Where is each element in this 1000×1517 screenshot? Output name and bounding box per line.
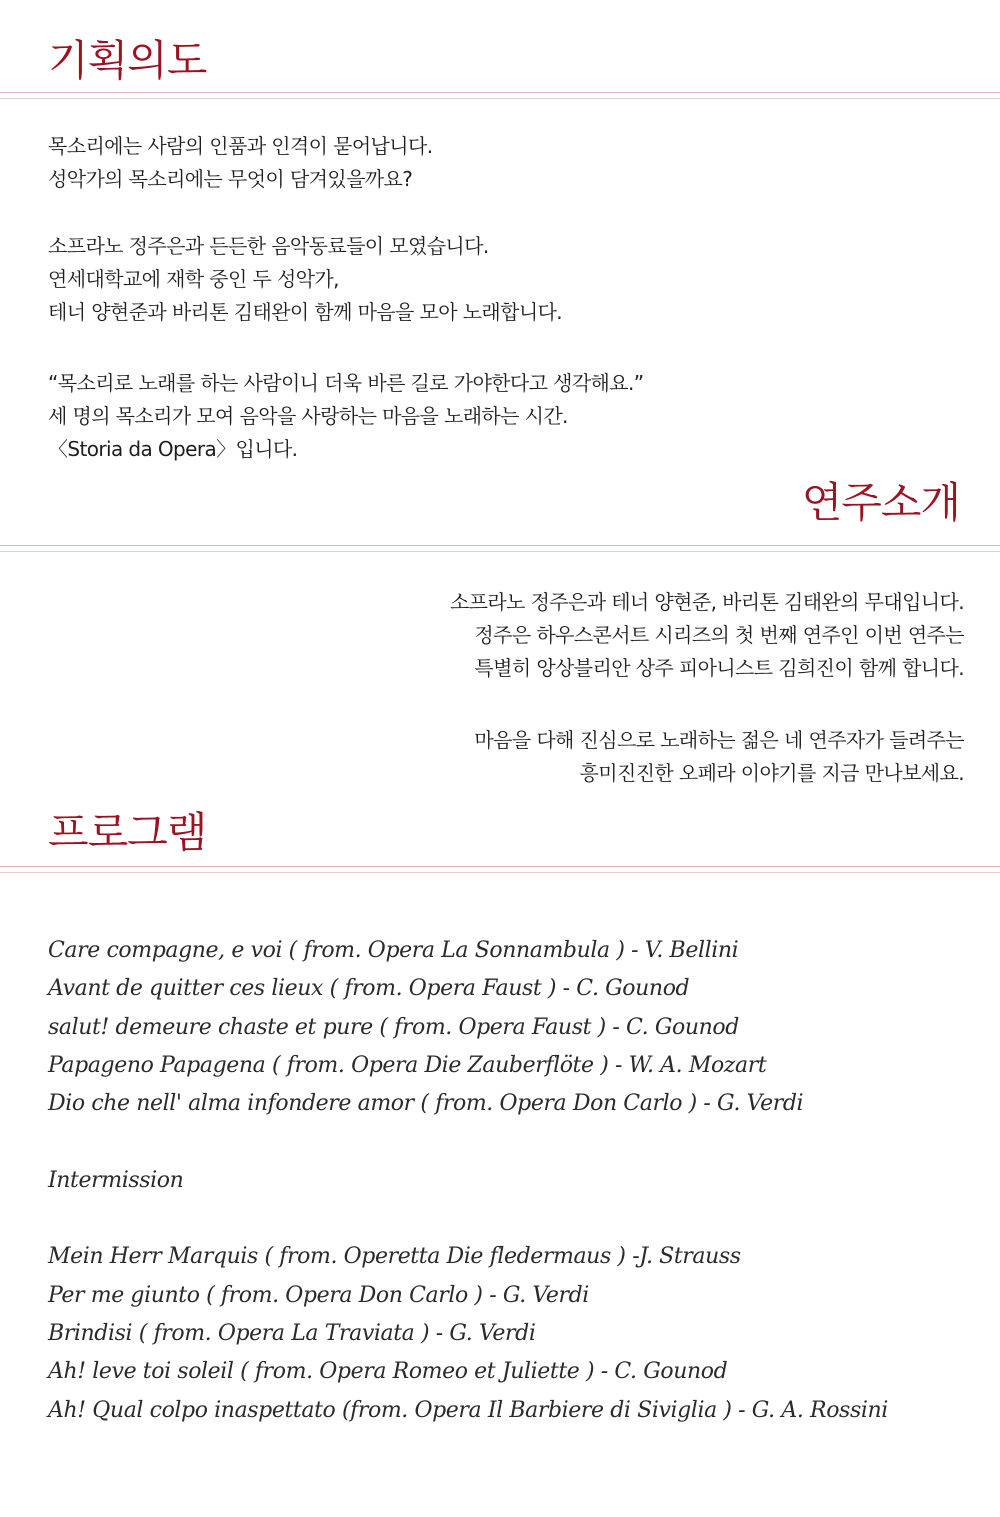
program-spacer <box>48 1200 888 1238</box>
text-line: 세 명의 목소리가 모여 음악을 사랑하는 마음을 노래하는 시간. <box>48 404 568 428</box>
section-title-program: 프로그램 <box>48 808 207 857</box>
text-line: 테너 양현준과 바리톤 김태완이 함께 마음을 모아 노래합니다. <box>48 300 563 324</box>
text-line: 특별히 앙상블리안 상주 피아니스트 김희진이 함께 합니다. <box>474 656 964 680</box>
program-list <box>48 932 888 1430</box>
divider-line <box>0 872 1000 873</box>
text-line: 성악가의 목소리에는 무엇이 담겨있을까요? <box>48 167 413 191</box>
text-line: 목소리에는 사람의 인품과 인격이 묻어납니다. <box>48 134 433 158</box>
program-item: salut! demeure chaste et pure ( from. Opera Faust ) - C. Gounod <box>48 1014 739 1040</box>
program-item: Mein Herr Marquis ( from. Operetta Die fledermaus ) -J. Strauss <box>48 1244 741 1270</box>
program-item: Avant de quitter ces lieux ( from. Opera Faust ) - C. Gounod <box>48 976 690 1002</box>
program-item: Care compagne, e voi ( from. Opera La Sonnambula ) - V. Bellini <box>48 938 739 963</box>
program-item: Ah! Qual colpo inaspettato (from. Opera Il Barbiere di Siviglia ) - G. A. Rossini <box>48 1397 888 1423</box>
section-title-intent: 기획의도 <box>48 36 207 85</box>
intent-paragraph-2 <box>48 230 562 329</box>
text-line: 소프라노 정주은과 테너 양현준, 바리톤 김태완의 무대입니다. <box>449 590 964 614</box>
text-line: 정주은 하우스콘서트 시리즈의 첫 번째 연주인 이번 연주는 <box>474 623 964 647</box>
intent-paragraph-1 <box>48 130 432 196</box>
text-line: 〈Storia da Opera〉입니다. <box>48 437 298 461</box>
divider-line <box>0 92 1000 93</box>
divider-line <box>0 866 1000 867</box>
performance-paragraph-1 <box>450 586 964 685</box>
program-item: Ah! leve toi soleil ( from. Opera Romeo et Juliette ) - C. Gounod <box>48 1359 728 1385</box>
program-item: Dio che nell' alma infondere amor ( from. Opera Don Carlo ) - G. Verdi <box>48 1091 804 1117</box>
text-line: 마음을 다해 진심으로 노래하는 젊은 네 연주자가 들려주는 <box>474 728 964 752</box>
intent-paragraph-3 <box>48 367 644 466</box>
divider-line <box>0 98 1000 99</box>
program-item: Brindisi ( from. Opera La Traviata ) - G. Verdi <box>48 1320 536 1346</box>
program-item: Per me giunto ( from. Opera Don Carlo ) - G. Verdi <box>48 1282 589 1308</box>
section-divider-program <box>0 866 1000 873</box>
divider-line <box>0 551 1000 552</box>
program-intermission: Intermission <box>48 1167 184 1193</box>
text-line: “목소리로 노래를 하는 사람이니 더욱 바른 길로 가야한다고 생각해요.” <box>48 371 644 395</box>
section-divider-performance <box>0 545 1000 552</box>
program-item: Papageno Papagena ( from. Opera Die Zauberflöte ) - W. A. Mozart <box>48 1052 767 1078</box>
performance-paragraph-2 <box>474 724 964 790</box>
text-line: 연세대학교에 재학 중인 두 성악가, <box>48 267 339 291</box>
text-line: 소프라노 정주은과 든든한 음악동료들이 모였습니다. <box>48 234 489 258</box>
text-line: 흥미진진한 오페라 이야기를 지금 만나보세요. <box>579 761 964 785</box>
section-title-performance: 연주소개 <box>801 478 960 527</box>
divider-line <box>0 545 1000 546</box>
program-spacer <box>48 1123 888 1161</box>
section-divider-intent <box>0 92 1000 99</box>
